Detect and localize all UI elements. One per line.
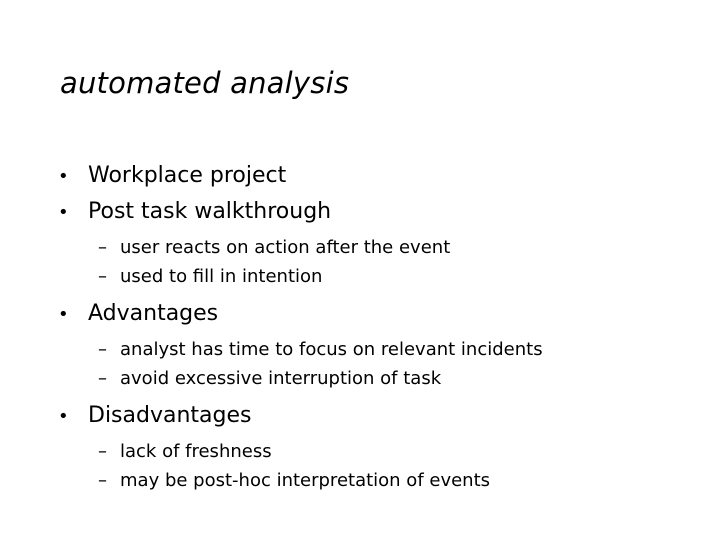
sub-item [98,466,698,495]
dash-marker: – [98,237,107,258]
sub-item [98,262,698,291]
sub-item [98,233,698,262]
bullet-text: Advantages [88,301,219,326]
bullet-item-workplace-project [58,158,698,194]
sub-item-text: lack of freshness [120,441,272,462]
dash-marker: – [98,368,107,389]
bullet-item-post-task-walkthrough [58,194,698,291]
sub-item-text: avoid excessive interruption of task [120,368,442,389]
bullet-item-disadvantages [58,398,698,495]
sub-item-text: used to fill in intention [120,266,323,287]
sub-list [58,233,698,291]
bullet-item-advantages [58,296,698,393]
sub-item [98,437,698,466]
bullet-text: Post task walkthrough [88,199,332,224]
sub-item-text: analyst has time to focus on relevant incidents [120,339,543,360]
sub-list [58,437,698,495]
dash-marker: – [98,266,107,287]
bullet-marker: • [58,304,69,325]
sub-item [98,364,698,393]
sub-item-text: user reacts on action after the event [120,237,451,258]
sub-item [98,335,698,364]
dash-marker: – [98,339,107,360]
dash-marker: – [98,470,107,491]
bullet-marker: • [58,202,69,223]
bullet-marker: • [58,406,69,427]
slide-title: automated analysis [60,66,350,100]
sub-item-text: may be post-hoc interpretation of events [120,470,491,491]
bullet-list [58,158,698,500]
dash-marker: – [98,441,107,462]
bullet-text: Disadvantages [88,403,252,428]
sub-list [58,335,698,393]
bullet-text: Workplace project [88,163,287,188]
bullet-marker: • [58,166,69,187]
